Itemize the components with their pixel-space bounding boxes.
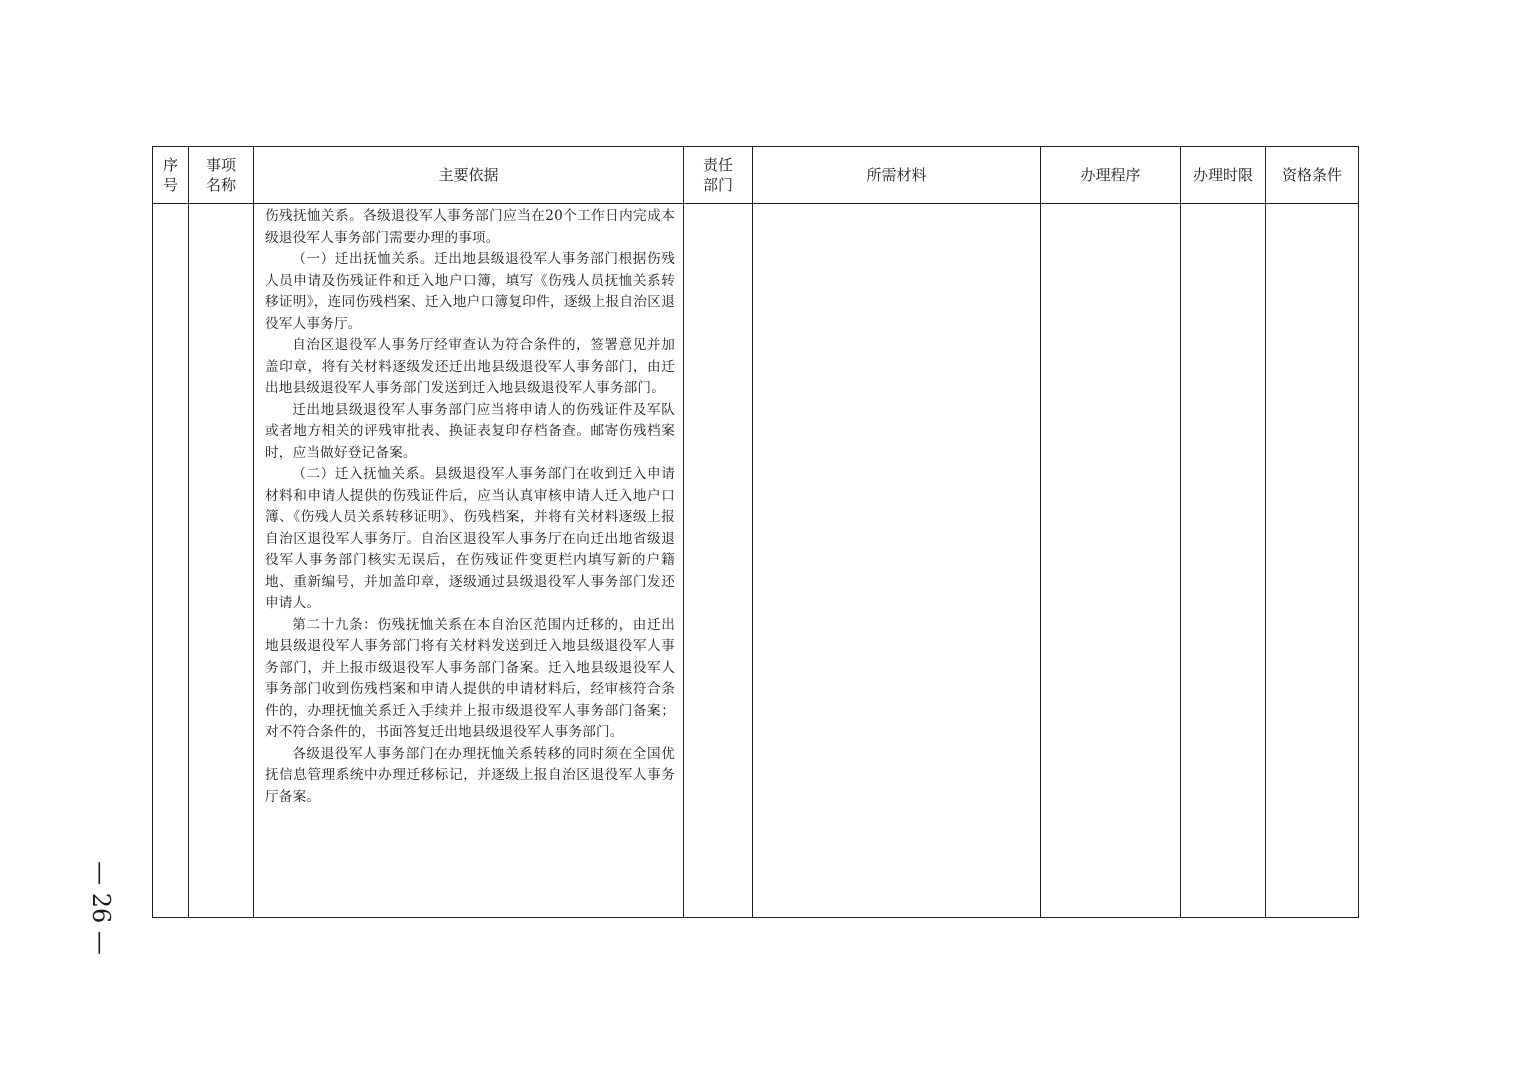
header-seq-line2: 号	[162, 176, 178, 194]
table-header-row	[153, 147, 1359, 204]
cell-basis	[254, 204, 684, 918]
header-seq	[153, 147, 189, 204]
header-item-name	[189, 147, 254, 204]
cell-procedure	[1041, 204, 1181, 918]
header-basis: 主要依据	[254, 147, 684, 204]
header-time-limit: 办理时限	[1181, 147, 1266, 204]
basis-paragraph-6: 第二十九条：伤残抚恤关系在本自治区范围内迁移的，由迁出地县级退役军人事务部门将有关材料发送到迁入地县级退役军人事务部门，并上报市级退役军人事务部门备案。迁入地县级退役军人事务部门收到伤残档案和申请人提供的申请材料后，经审核符合条件的，办理抚恤关系迁入手续并上报市级退役军人事务部门备案；对不符合条件的，书面答复迁出地县级退役军人事务部门。	[265, 616, 675, 740]
basis-paragraph-5: （二）迁入抚恤关系。县级退役军人事务部门在收到迁入申请材料和申请人提供的伤残证件后，应当认真审核申请人迁入地户口簿、《伤残人员关系转移证明》、伤残档案，并将有关材料逐级上报自治区退役军人事务厅。自治区退役军人事务厅在向迁出地省级退役军人事务部门核实无误后，在伤残证件变更栏内填写新的户籍地、重新编号，并加盖印章，逐级通过县级退役军人事务部门发还申请人。	[265, 466, 675, 611]
basis-paragraph-1: 伤残抚恤关系。各级退役军人事务部门应当在20个工作日内完成本级退役军人事务部门需要办理的事项。	[265, 208, 675, 246]
basis-paragraph-4: 迁出地县级退役军人事务部门应当将申请人的伤残证件及军队或者地方相关的评残审批表、换证表复印存档备查。邮寄伤残档案时，应当做好登记备案。	[265, 401, 675, 461]
cell-materials	[753, 204, 1041, 918]
page-number-text: — 26 —	[87, 861, 116, 955]
header-dept-line1: 责任	[702, 156, 733, 174]
cell-seq	[153, 204, 189, 918]
header-dept-line2: 部门	[702, 176, 733, 194]
cell-department	[684, 204, 753, 918]
header-department	[684, 147, 753, 204]
header-qualification: 资格条件	[1266, 147, 1359, 204]
basis-paragraph-3: 自治区退役军人事务厅经审查认为符合条件的，签署意见并加盖印章，将有关材料逐级发还迁出地县级退役军人事务部门，由迁出地县级退役军人事务部门发送到迁入地县级退役军人事务部门。	[265, 337, 675, 396]
page-number	[79, 858, 123, 958]
basis-text	[254, 204, 683, 808]
basis-paragraph-7: 各级退役军人事务部门在办理抚恤关系转移的同时须在全国优抚信息管理系统中办理迁移标记，并逐级上报自治区退役军人事务厅备案。	[265, 745, 675, 805]
header-item-line1: 事项	[205, 156, 236, 174]
table-row	[153, 204, 1359, 918]
service-item-table	[152, 146, 1359, 918]
header-materials: 所需材料	[753, 147, 1041, 204]
basis-paragraph-2: （一）迁出抚恤关系。迁出地县级退役军人事务部门根据伤残人员申请及伤残证件和迁入地户口簿，填写《伤残人员抚恤关系转移证明》，连同伤残档案、迁入地户口簿复印件，逐级上报自治区退役军人事务厅。	[265, 251, 675, 332]
cell-time-limit	[1181, 204, 1266, 918]
header-procedure: 办理程序	[1041, 147, 1181, 204]
cell-qualification	[1266, 204, 1359, 918]
header-item-line2: 名称	[205, 176, 236, 194]
cell-item-name	[189, 204, 254, 918]
header-seq-line1: 序	[162, 156, 178, 174]
